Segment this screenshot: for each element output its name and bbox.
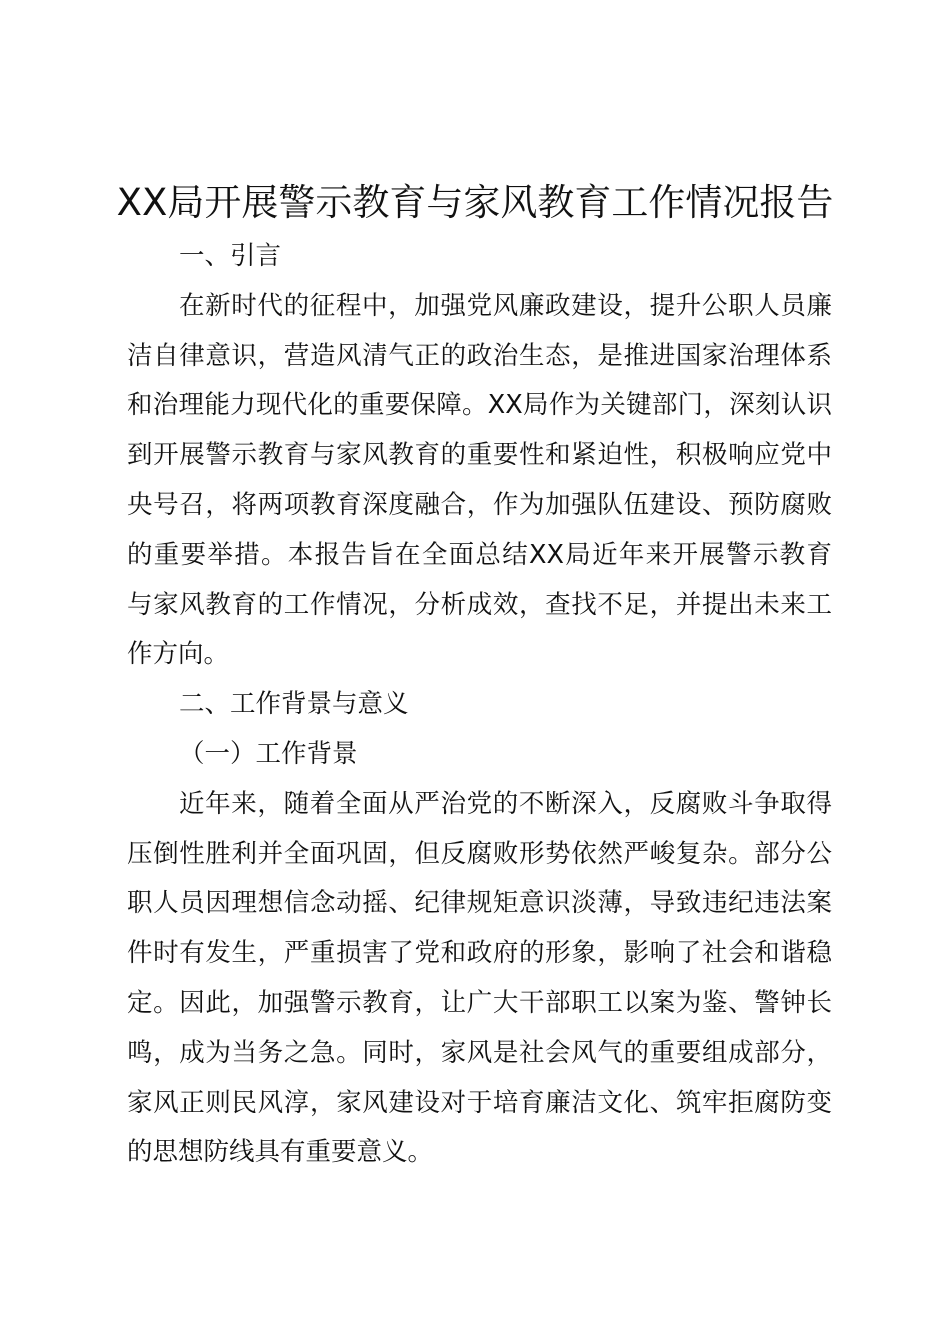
paragraph-line: 到开展警示教育与家风教育的重要性和紧迫性，积极响应党中 <box>127 440 832 471</box>
paragraph-line: 近年来，随着全面从严治党的不断深入，反腐败斗争取得 <box>179 788 832 819</box>
paragraph-line: 的重要举措。本报告旨在全面总结XX局近年来开展警示教育 <box>127 539 832 570</box>
document-title: XX局开展警示教育与家风教育工作情况报告 <box>116 181 834 224</box>
paragraph-line: 和治理能力现代化的重要保障。XX局作为关键部门，深刻认识 <box>127 390 832 421</box>
paragraph-line: 家风正则民风淳，家风建设对于培育廉洁文化、筑牢拒腐防变 <box>127 1087 832 1118</box>
document-body <box>127 232 832 1178</box>
paragraph-line: 鸣，成为当务之急。同时，家风是社会风气的重要组成部分， <box>127 1037 832 1068</box>
paragraph-line: 洁自律意识，营造风清气正的政治生态，是推进国家治理体系 <box>127 340 832 371</box>
paragraph-line: 压倒性胜利并全面巩固，但反腐败形势依然严峻复杂。部分公 <box>127 838 832 869</box>
paragraph-line: 与家风教育的工作情况，分析成效，查找不足，并提出未来工 <box>127 589 832 620</box>
paragraph-line: 的思想防线具有重要意义。 <box>127 1137 434 1168</box>
paragraph-line: 在新时代的征程中，加强党风廉政建设，提升公职人员廉 <box>179 290 832 321</box>
paragraph-background <box>127 780 832 1178</box>
subsection-heading-background: （一）工作背景 <box>179 738 358 769</box>
paragraph-line: 央号召，将两项教育深度融合，作为加强队伍建设、预防腐败 <box>127 489 832 520</box>
paragraph-line: 定。因此，加强警示教育，让广大干部职工以案为鉴、警钟长 <box>127 987 832 1018</box>
section-heading-background-significance: 二、工作背景与意义 <box>179 689 409 720</box>
paragraph-introduction <box>127 282 832 680</box>
paragraph-line: 作方向。 <box>127 639 230 670</box>
paragraph-line: 职人员因理想信念动摇、纪律规矩意识淡薄，导致违纪违法案 <box>127 888 832 919</box>
paragraph-line: 件时有发生，严重损害了党和政府的形象，影响了社会和谐稳 <box>127 938 832 969</box>
section-heading-introduction: 一、引言 <box>179 241 282 271</box>
